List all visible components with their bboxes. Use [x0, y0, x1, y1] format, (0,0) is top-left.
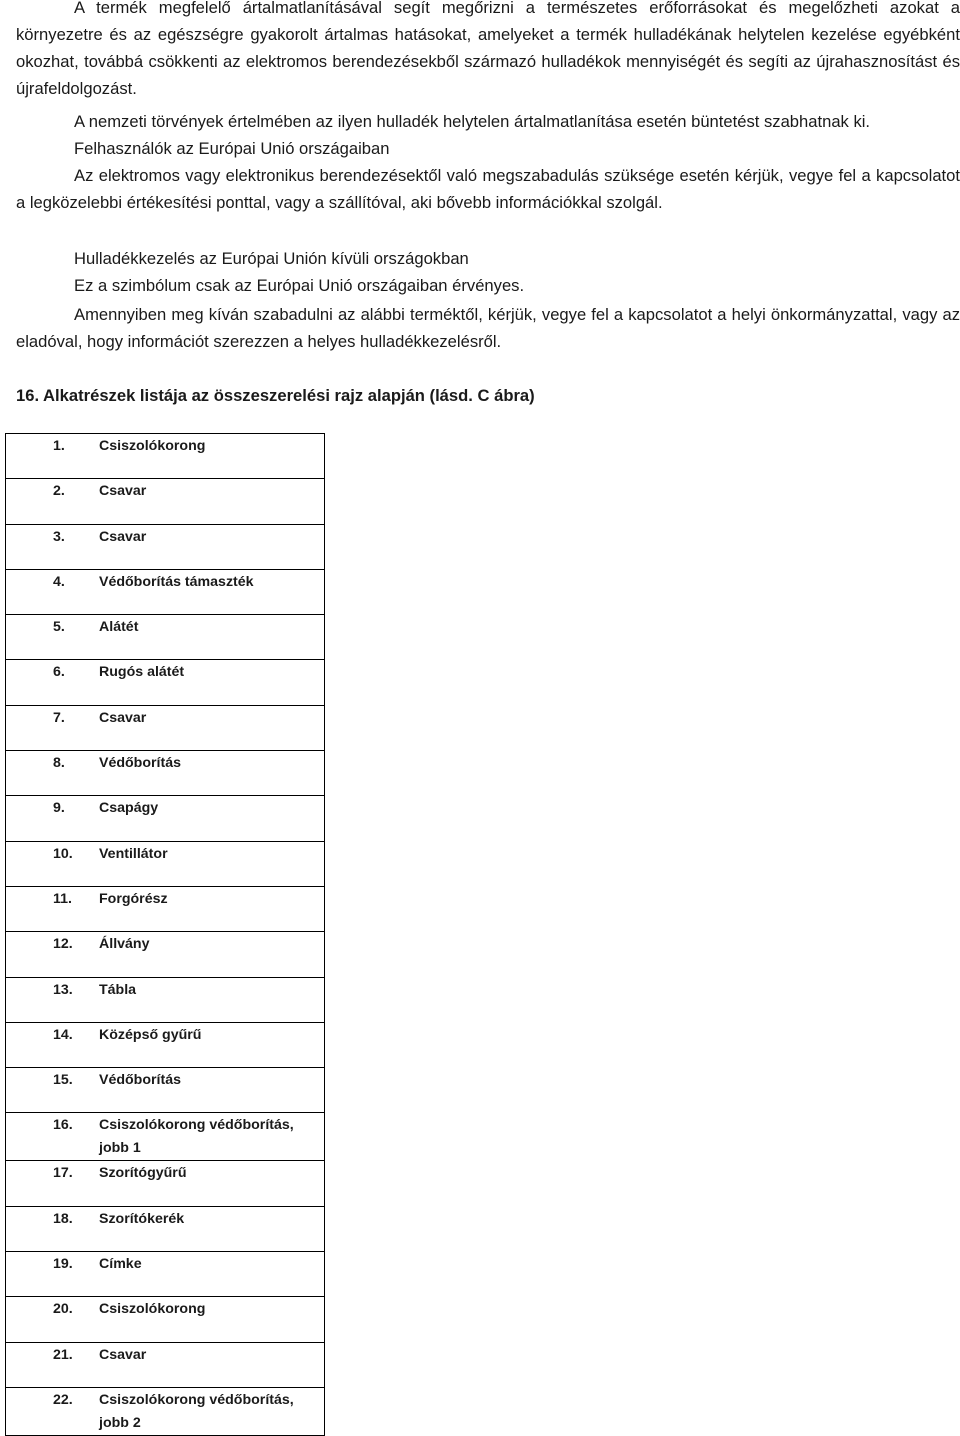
paragraph-symbol-validity: Ez a szimbólum csak az Európai Unió országaiban érvényes. [74, 276, 525, 295]
part-name: Középső gyűrű [99, 1026, 202, 1043]
part-name: Csavar [99, 1346, 147, 1363]
parts-table [5, 433, 325, 1436]
part-number: 20. [53, 1301, 73, 1318]
part-number: 18. [53, 1210, 73, 1227]
part-number: 4. [53, 573, 65, 590]
paragraph-local-authority: Amennyiben meg kíván szabadulni az alábbi terméktől, kérjük, vegye fel a kapcsolatot a helyi önkormányzattal, vagy az eladóval, hogy információt szerezzen a helyes hulladékkezelésről. [16, 305, 960, 351]
table-row [6, 479, 325, 524]
part-number: 9. [53, 800, 65, 817]
part-number: 1. [53, 438, 65, 454]
section-title-non-eu: Hulladékkezelés az Európai Unión kívüli országokban [74, 249, 469, 268]
table-row [6, 796, 325, 841]
part-name: Állvány [99, 936, 150, 953]
paragraph-eu-disposal: Az elektromos vagy elektronikus berendezésektől való megszabadulás szüksége esetén kérjük, vegye fel a kapcsolatot a legközelebbi értékesítési ponttal, vagy a szállítóval, aki bővebb információkkal szolgál. [16, 166, 960, 212]
part-number: 14. [53, 1026, 73, 1043]
table-row [6, 615, 325, 660]
part-number: 17. [53, 1165, 73, 1182]
part-cell [6, 660, 325, 705]
table-row [6, 1161, 325, 1206]
part-number: 12. [53, 936, 73, 953]
part-name: Ventillátor [99, 845, 168, 862]
table-row [6, 524, 325, 569]
part-number: 5. [53, 619, 65, 636]
part-number: 7. [53, 709, 65, 726]
part-number: 3. [53, 528, 65, 545]
part-number: 19. [53, 1256, 73, 1273]
table-row [6, 660, 325, 705]
part-number: 13. [53, 981, 73, 998]
part-cell [6, 434, 325, 479]
part-name: Védőborítás támaszték [99, 573, 254, 590]
table-row [6, 841, 325, 886]
part-cell [6, 932, 325, 977]
section-title-eu-users: Felhasználók az Európai Unió országaiban [74, 139, 390, 158]
part-cell [6, 1113, 325, 1161]
part-name: Csiszolókorong védőborítás, jobb 1 [99, 1117, 294, 1157]
part-name: Tábla [99, 981, 137, 998]
table-row [6, 1297, 325, 1342]
part-cell [6, 1252, 325, 1297]
part-cell [6, 1161, 325, 1206]
part-cell [6, 524, 325, 569]
part-name: Csiszolókorong [99, 438, 206, 454]
part-cell [6, 1022, 325, 1067]
part-name: Szorítókerék [99, 1210, 185, 1227]
part-name: Csavar [99, 709, 147, 726]
table-row [6, 1113, 325, 1161]
part-cell [6, 886, 325, 931]
table-row [6, 1068, 325, 1113]
part-number: 22. [53, 1391, 73, 1408]
table-row [6, 1022, 325, 1067]
part-name: Rugós alátét [99, 664, 185, 681]
paragraph-disposal-benefits: A termék megfelelő ártalmatlanításával segít megőrizni a természetes erőforrásokat és megelőzheti azokat a környezetre és az egészségre gyakorolt ártalmas hatásokat, amelyeket a termék hulladékának helytelen kezelése egyébként okozhat, továbbá csökkenti az elektromos berendezésekből származó hulladékok mennyiségét és segíti az újrahasznosítást és újrafeldolgozást. [16, 0, 960, 98]
part-name: Csiszolókorong védőborítás, jobb 2 [99, 1391, 294, 1431]
part-cell [6, 1387, 325, 1435]
table-row [6, 932, 325, 977]
part-cell [6, 1068, 325, 1113]
part-number: 15. [53, 1072, 73, 1089]
table-row [6, 1206, 325, 1251]
part-cell [6, 569, 325, 614]
parts-list-heading: 16. Alkatrészek listája az összeszerelési rajz alapján (lásd. C ábra) [16, 386, 535, 405]
part-name: Csapágy [99, 800, 159, 817]
table-row [6, 886, 325, 931]
part-name: Védőborítás [99, 1072, 181, 1089]
part-name: Szorítógyűrű [99, 1165, 187, 1182]
part-number: 11. [53, 890, 72, 907]
part-name: Alátét [99, 619, 139, 636]
part-cell [6, 479, 325, 524]
part-name: Csiszolókorong [99, 1301, 206, 1318]
part-cell [6, 705, 325, 750]
part-cell [6, 841, 325, 886]
part-cell [6, 1297, 325, 1342]
table-row [6, 1342, 325, 1387]
part-name: Címke [99, 1256, 142, 1273]
part-number: 10. [53, 845, 73, 862]
table-row [6, 434, 325, 479]
table-row [6, 1387, 325, 1435]
part-name: Forgórész [99, 890, 168, 907]
paragraph-national-laws: A nemzeti törvények értelmében az ilyen hulladék helytelen ártalmatlanítása esetén büntetést szabhatnak ki. [74, 112, 871, 131]
part-cell [6, 1342, 325, 1387]
table-row [6, 1252, 325, 1297]
table-row [6, 977, 325, 1022]
table-row [6, 705, 325, 750]
part-cell [6, 1206, 325, 1251]
part-cell [6, 977, 325, 1022]
part-name: Védőborítás [99, 755, 181, 772]
part-name: Csavar [99, 483, 147, 500]
part-number: 2. [53, 483, 65, 500]
part-number: 21. [53, 1346, 73, 1363]
table-row [6, 751, 325, 796]
part-cell [6, 615, 325, 660]
part-name: Csavar [99, 528, 147, 545]
part-number: 8. [53, 755, 65, 772]
part-cell [6, 751, 325, 796]
table-row [6, 569, 325, 614]
part-number: 6. [53, 664, 65, 681]
part-cell [6, 796, 325, 841]
part-number: 16. [53, 1117, 73, 1134]
